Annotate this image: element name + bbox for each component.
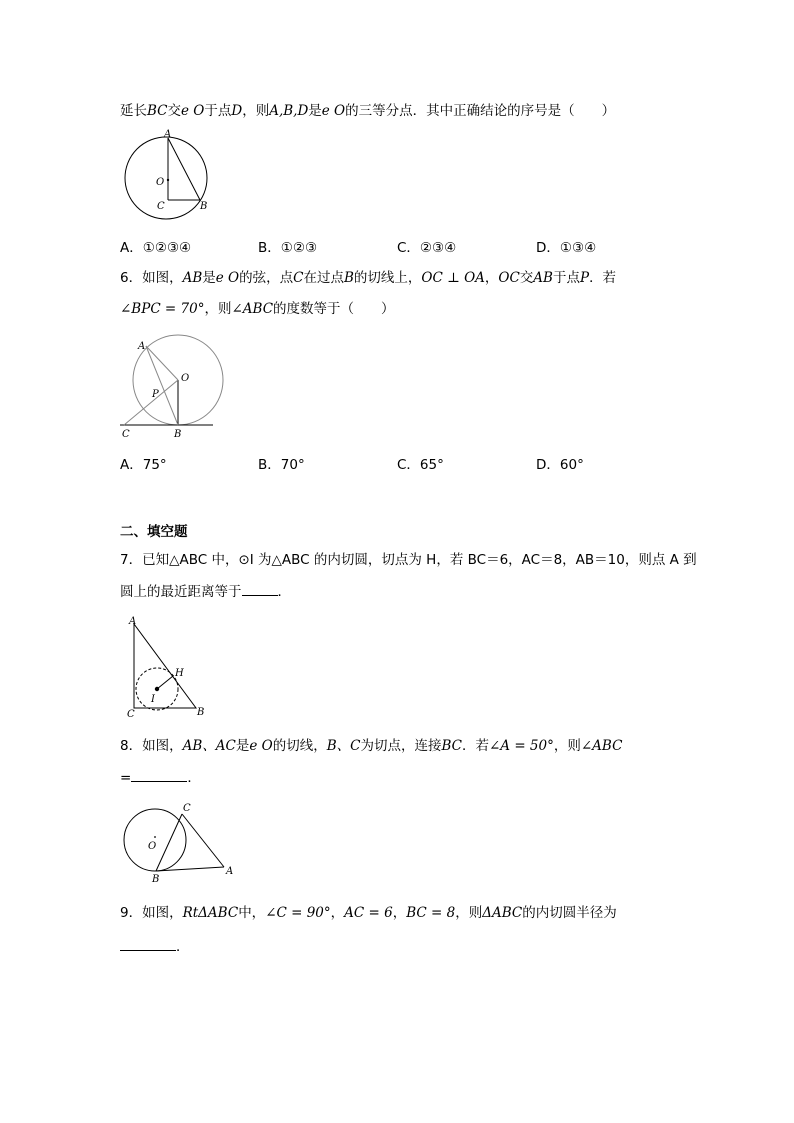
q7-radius-ih [157,676,173,689]
q7-label-c: C [127,709,135,720]
q6-segment-oc [124,380,178,425]
q7-triangle [134,624,196,708]
q5-label-b: B [200,201,208,212]
q8-text-line2: = ． [120,767,201,788]
q5-option-c[interactable]: C．②③④ [397,240,457,256]
q8-label-o: O [148,841,157,852]
q8-text-line1: 8．如图，AB、AC是e O的切线，B、C为切点，连接BC．若∠A = 50°，则∠ABC [120,738,623,754]
q8-tangent-ca [182,814,224,867]
q5-text-line: 延长BC交e O于点D，则A,B,D是e O的三等分点．其中正确结论的序号是（ ） [120,103,616,119]
q7-label-i: I [151,694,155,705]
q6-text-line2: ∠BPC = 70°，则∠ABC的度数等于（ ） [120,301,395,317]
q8-label-c: C [183,803,191,814]
q6-option-a[interactable]: A．75° [120,457,167,473]
q5-option-a[interactable]: A．①②③④ [120,240,192,256]
q7-label-h: H [175,668,184,679]
q7-label-b: B [197,707,205,718]
q5-label-c: C [157,201,165,212]
q6-label-a: A [138,341,146,352]
q8-circle-figure [120,802,240,884]
q7-text-line2: 圆上的最近距离等于 ． [120,581,291,602]
q6-option-b[interactable]: B．70° [258,457,305,473]
q8-chord-bc [156,814,182,871]
q9-text-line2: ． [120,936,190,957]
q7-triangle-figure [124,614,214,720]
q6-label-c: C [122,429,130,440]
q7-label-a: A [129,616,137,627]
q6-circle-figure [118,332,228,442]
q8-label-b: B [152,874,160,884]
q8-circle [124,809,186,871]
q7-incenter-dot[interactable] [155,687,159,691]
q5-label-o: O [156,177,165,188]
q6-segment-ab [146,346,178,425]
q5-option-b[interactable]: B．①②③ [258,240,318,256]
q5-label-a: A [164,129,172,140]
q6-option-c[interactable]: C．65° [397,457,444,473]
q9-answer-blank[interactable] [120,936,176,951]
q6-option-d[interactable]: D．60° [536,457,584,473]
q5-segment-ab [168,138,200,200]
q5-circle [125,137,207,219]
q8-center-dot [154,836,156,838]
q5-center-dot [167,179,169,181]
q7-answer-blank[interactable] [242,581,278,596]
section-title: 二、填空题 [120,524,188,540]
q6-text-line1: 6．如图，AB是e O的弦，点C在过点B的切线上，OC ⊥ OA，OC交AB于点P．若 [120,270,617,286]
q5-option-d[interactable]: D．①③④ [536,240,597,256]
q8-label-a: A [226,866,234,877]
q6-segment-oa [146,346,178,380]
q8-answer-blank[interactable] [131,767,187,782]
q6-label-b: B [174,429,182,440]
q5-circle-figure [120,128,215,224]
q6-label-o: O [181,373,190,384]
q7-text-line1: 7．已知△ABC 中，⊙I 为△ABC 的内切圆，切点为 H，若 BC＝6，AC＝8，AB＝10，则点 A 到 [120,552,697,568]
q9-text-line1: 9．如图，RtΔABC中，∠C = 90°，AC = 6，BC = 8，则ΔABC的内切圆半径为 [120,905,617,921]
q6-label-p: P [152,389,159,400]
